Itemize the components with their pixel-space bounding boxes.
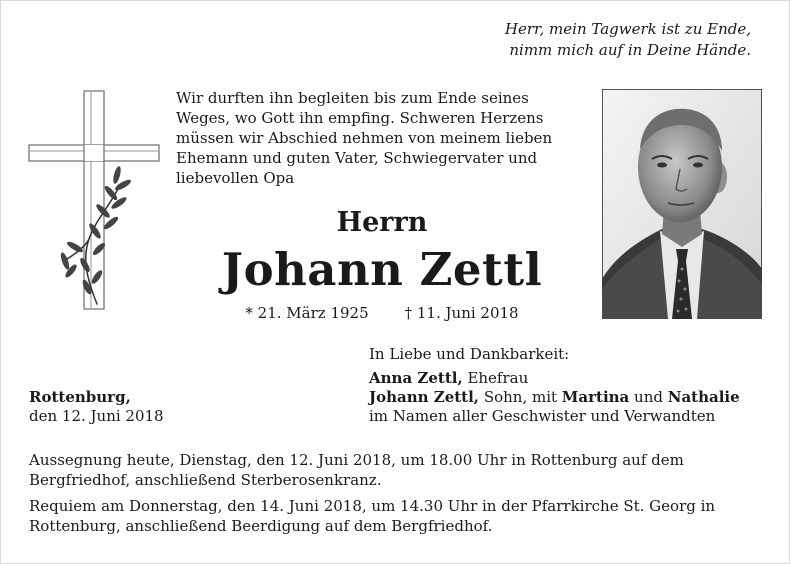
motto-line-1: Herr, mein Tagwerk ist zu Ende, xyxy=(504,20,751,38)
portrait-photo xyxy=(602,89,762,319)
motto-verse xyxy=(505,19,751,61)
service-paragraph-2: Requiem am Donnerstag, den 14. Juni 2018, um 14.30 Uhr in der Pfarrkirche St. Georg in Rottenburg, anschließend Beerdigung auf dem Bergfriedhof. xyxy=(29,497,716,535)
grandchild-1: Martina xyxy=(561,388,630,406)
son-role: Sohn, mit xyxy=(479,388,562,406)
motto-line-2: nimm mich auf in Deine Hände. xyxy=(509,41,751,59)
intro-text xyxy=(176,88,588,188)
wife-name: Anna Zettl, xyxy=(369,369,463,387)
service-info xyxy=(29,450,764,542)
intro-line: Ehemann und guten Vater, Schwiegervater und xyxy=(176,149,538,167)
family-son xyxy=(369,388,740,407)
family-others: im Namen aller Geschwister und Verwandten xyxy=(369,407,716,425)
and-text: und xyxy=(629,388,668,406)
service-paragraph-1: Aussegnung heute, Dienstag, den 12. Juni 2018, um 18.00 Uhr in Rottenburg auf dem Bergfriedhof, anschließend Sterberosenkranz. xyxy=(29,451,684,489)
intro-line: müssen wir Abschied nehmen von meinem lieben xyxy=(176,129,553,147)
intro-line: Wir durften ihn begleiten bis zum Ende seines xyxy=(176,89,529,107)
intro-line: liebevollen Opa xyxy=(176,169,295,187)
grandchild-2: Nathalie xyxy=(667,388,740,406)
place-city: Rottenburg, xyxy=(29,388,131,406)
family-wife xyxy=(369,369,740,388)
intro-line: Weges, wo Gott ihn empfing. Schweren Herzens xyxy=(176,109,544,127)
place-date-text: den 12. Juni 2018 xyxy=(29,407,164,425)
death-date: † 11. Juni 2018 xyxy=(404,304,519,322)
life-dates xyxy=(176,303,588,323)
salutation: Herrn xyxy=(336,207,428,238)
family-list xyxy=(369,369,740,426)
deceased-name: Johann Zettl xyxy=(221,243,543,296)
place-date xyxy=(29,388,164,426)
wife-role: Ehefrau xyxy=(462,369,529,387)
thanks-line: In Liebe und Dankbarkeit: xyxy=(369,345,570,363)
birth-date: * 21. März 1925 xyxy=(245,304,369,322)
son-name: Johann Zettl, xyxy=(369,388,480,406)
cross-with-olive-branch-icon xyxy=(27,89,161,311)
